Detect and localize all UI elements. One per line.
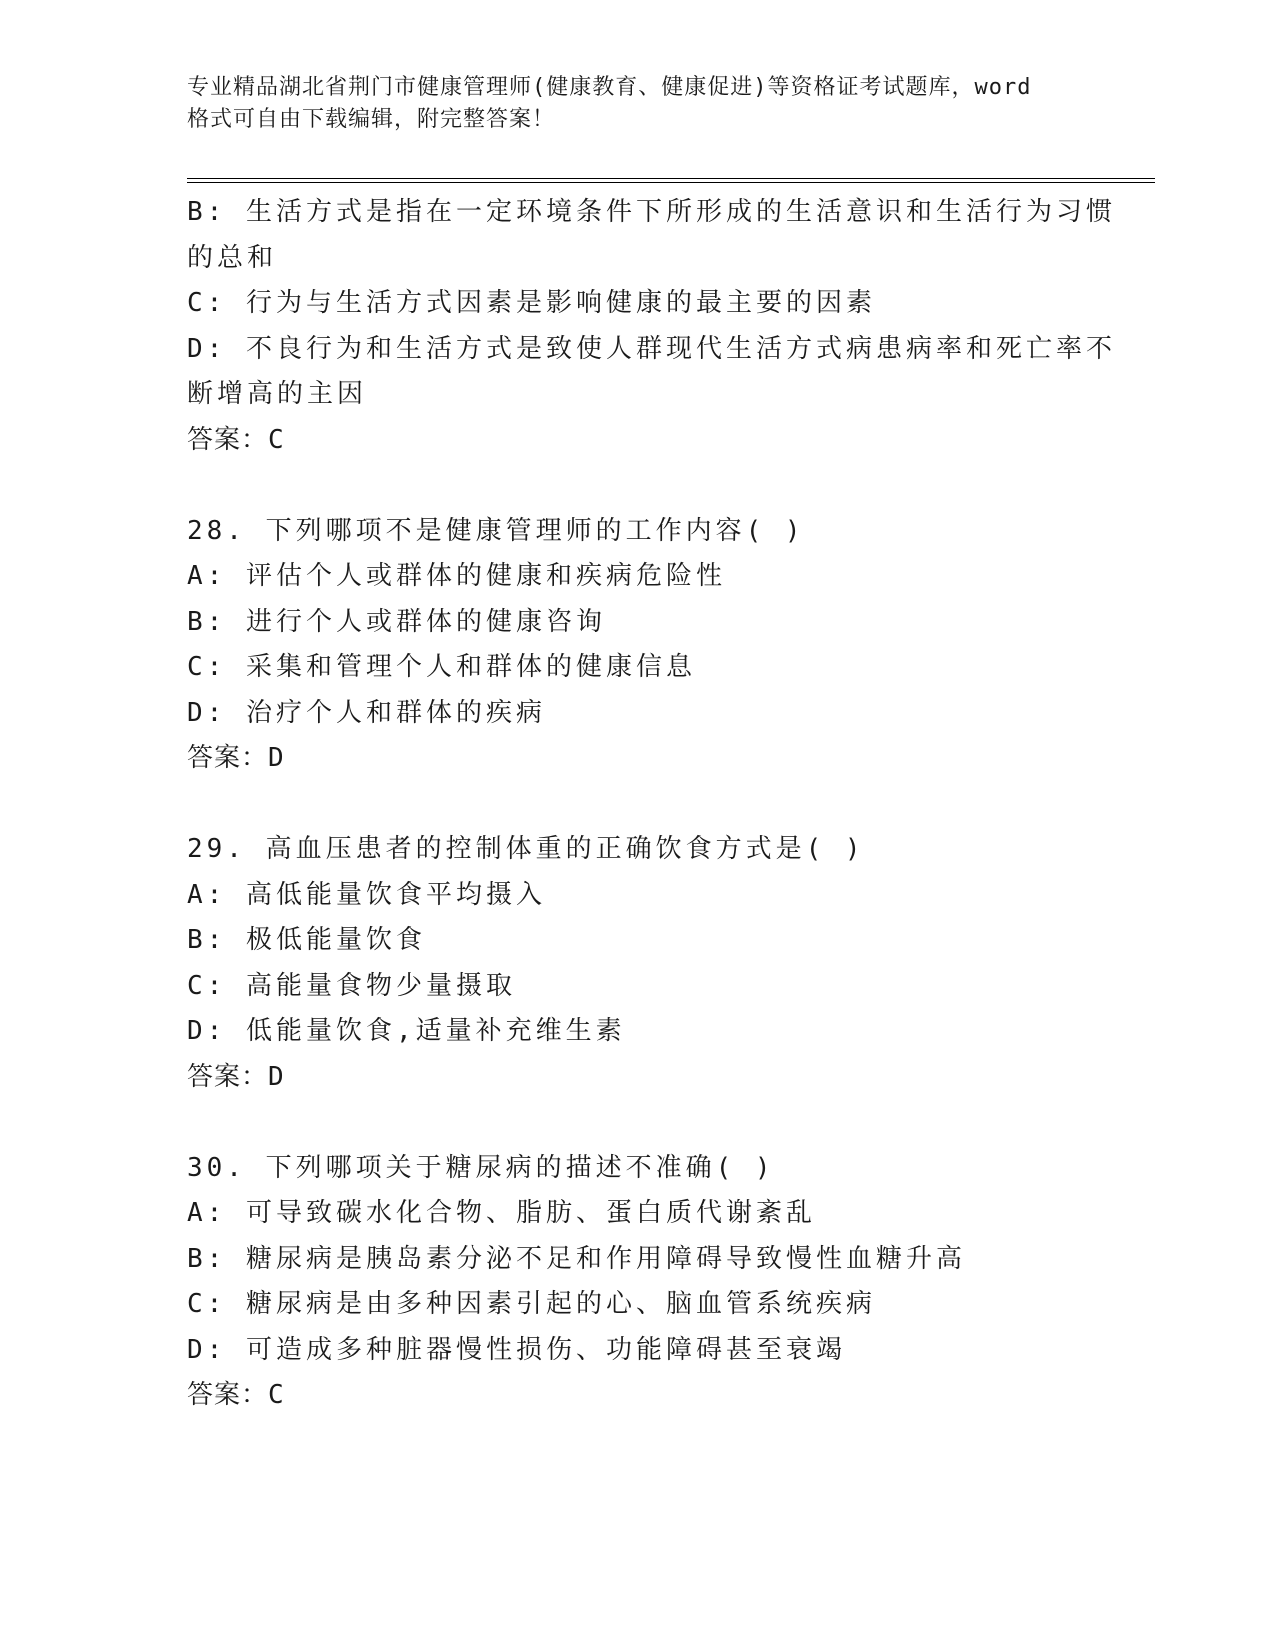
spacer [187, 463, 1087, 509]
option-d-continued: 断增高的主因 [187, 379, 368, 409]
answer-line: 答案：C [187, 424, 285, 455]
answer-line: 答案：D [187, 743, 285, 773]
option-a: A: 评估个人或群体的健康和疾病危险性 [187, 561, 726, 591]
question-stem: 29. 高血压患者的控制体重的正确饮食方式是( ) [187, 834, 865, 864]
option-a: A: 可导致碳水化合物、脂肪、蛋白质代谢紊乱 [187, 1198, 816, 1228]
question-30 [187, 1146, 1087, 1419]
option-c: C: 采集和管理个人和群体的健康信息 [187, 652, 696, 682]
previous-question [187, 190, 1116, 463]
option-c: C: 糖尿病是由多种因素引起的心、脑血管系统疾病 [187, 1289, 876, 1319]
answer-line: 答案：D [187, 1061, 285, 1092]
option-d: D: 可造成多种脏器慢性损伤、功能障碍甚至衰竭 [187, 1334, 846, 1365]
spacer [187, 1100, 1087, 1146]
option-d: D: 低能量饮食,适量补充维生素 [187, 1016, 626, 1046]
question-29 [187, 827, 1087, 1100]
question-stem: 30. 下列哪项关于糖尿病的描述不准确( ) [187, 1152, 775, 1183]
header-rule-top [187, 178, 1155, 179]
option-b: B: 糖尿病是胰岛素分泌不足和作用障碍导致慢性血糖升高 [187, 1243, 966, 1274]
option-b: B: 极低能量饮食 [187, 925, 426, 955]
option-d: D: 不良行为和生活方式是致使人群现代生活方式病患病率和死亡率不 [187, 333, 1116, 364]
header-rule-bottom [187, 182, 1155, 183]
document-body [187, 190, 1116, 1419]
header-line-2: 格式可自由下载编辑，附完整答案！ [187, 107, 556, 132]
option-d: D: 治疗个人和群体的疾病 [187, 697, 546, 728]
option-c: C: 高能量食物少量摄取 [187, 970, 516, 1001]
answer-line: 答案：C [187, 1380, 285, 1410]
document-header [187, 72, 1087, 136]
option-a: A: 高低能量饮食平均摄入 [187, 879, 546, 910]
option-b-continued: 的总和 [187, 242, 278, 273]
option-b: B: 生活方式是指在一定环境条件下所形成的生活意识和生活行为习惯 [187, 197, 1116, 227]
spacer [187, 782, 1087, 828]
option-b: B: 进行个人或群体的健康咨询 [187, 606, 606, 637]
question-stem: 28. 下列哪项不是健康管理师的工作内容( ) [187, 515, 805, 546]
header-line-1: 专业精品湖北省荆门市健康管理师(健康教育、健康促进)等资格证考试题库，word [187, 75, 1032, 100]
question-28 [187, 509, 1087, 782]
option-c: C: 行为与生活方式因素是影响健康的最主要的因素 [187, 288, 876, 318]
